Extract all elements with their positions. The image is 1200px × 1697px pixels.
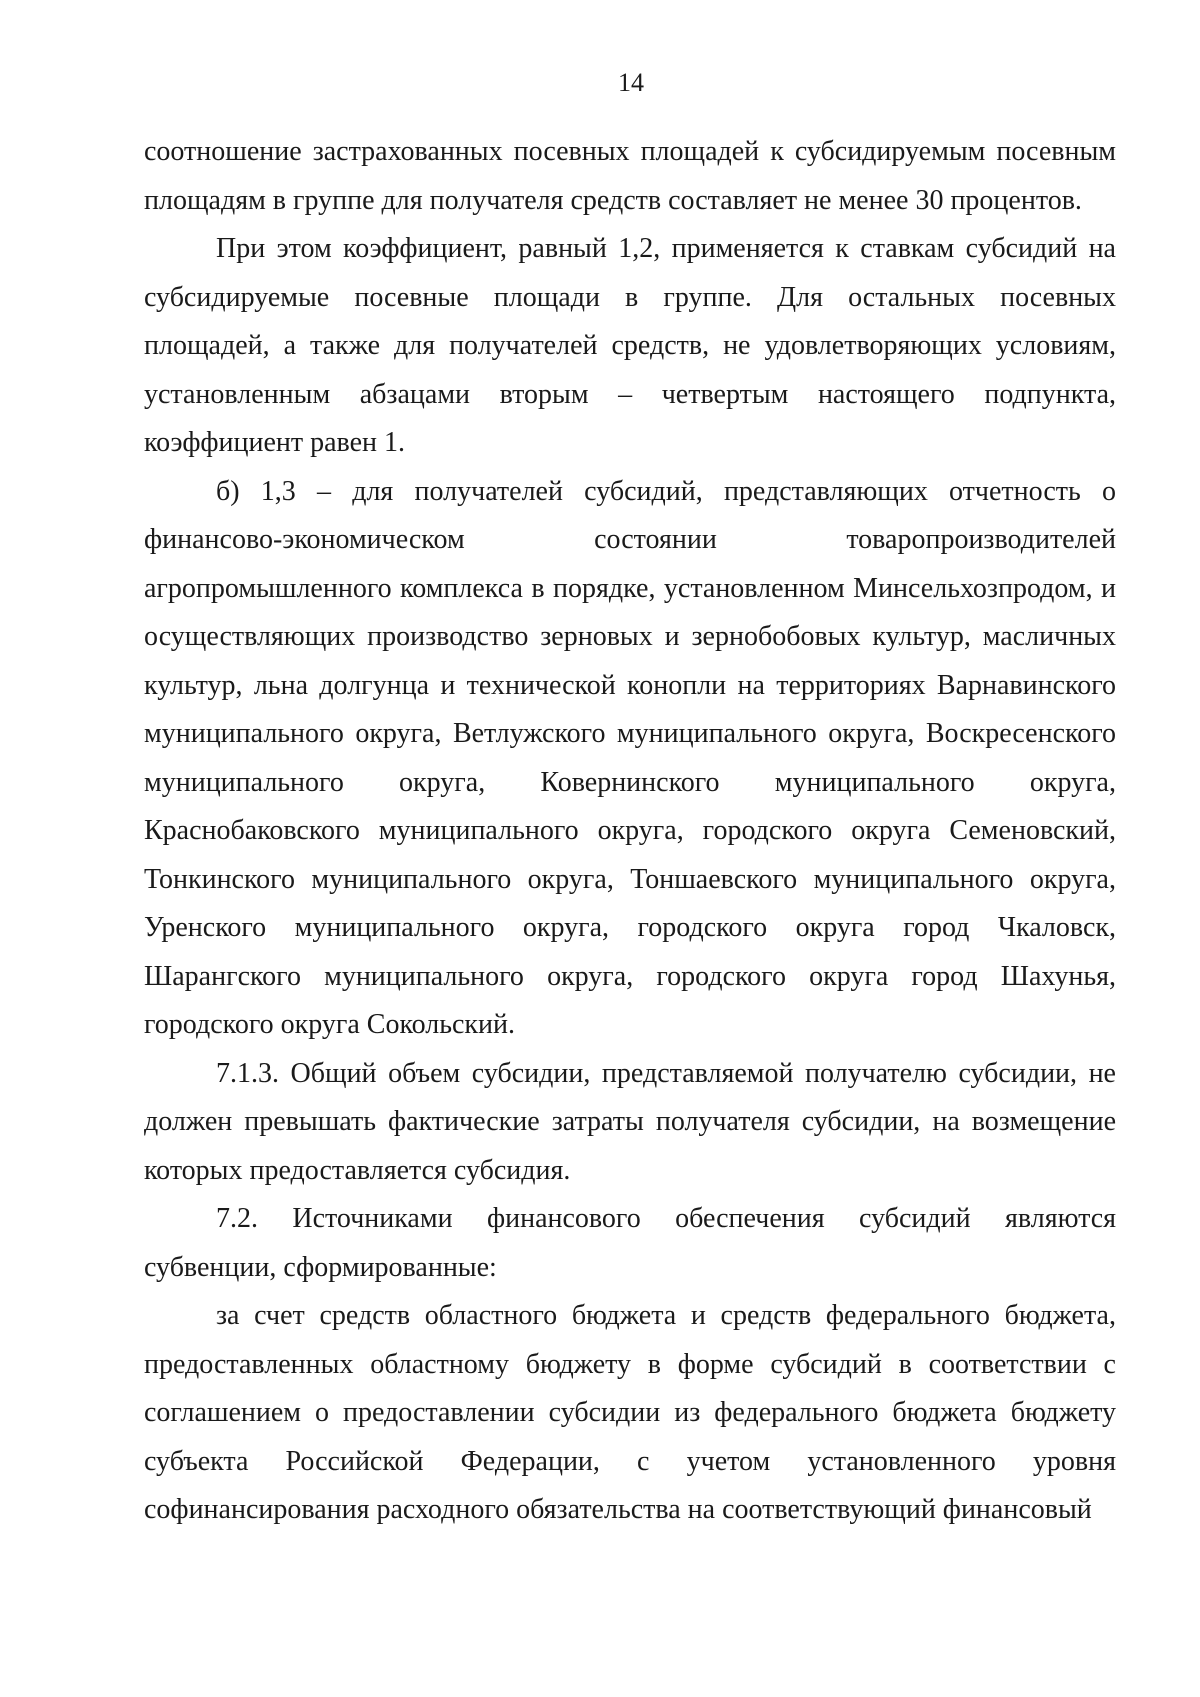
page-number: 14 xyxy=(618,68,644,97)
paragraph-continuation: соотношение застрахованных посевных площадей к субсидируемым посевным площадям в группе для получателя средств составляет не менее 30 процентов. xyxy=(144,136,1116,216)
paragraph-7-1-3: 7.1.3. Общий объем субсидии, представляемой получателю субсидии, не должен превышать фактические затраты получателя субсидии, на возмещение которых предоставляется субсидия. xyxy=(144,1057,1116,1186)
paragraph-coefficient-1-3: б) 1,3 – для получателей субсидий, представляющих отчетность о финансово-экономическом состоянии товаропроизводителей агропромышленного комплекса в порядке, установленном Минсельхозпродом, и осуществляющих производство зерновых и зернобобовых культур, масличных культур, льна долгунца и технической конопли на территориях Варнавинского муниципального округа, Ветлужского муниципального округа, Воскресенского муниципального округа, Ковернинского муниципального округа, Краснобаковского муниципального округа, городского округа Семеновский, Тонкинского муниципального округа, Тоншаевского муниципального округа, Уренского муниципального округа, городского округа город Чкаловск, Шарангского муниципального округа, городского округа город Шахунья, городского округа Сокольский. xyxy=(144,475,1116,1040)
paragraph-funding-sources: за счет средств областного бюджета и средств федерального бюджета, предоставленных областному бюджету в форме субсидий в соответствии с соглашением о предоставлении субсидии из федерального бюджета бюджету субъекта Российской Федерации, с учетом установленного уровня софинансирования расходного обязательства на соответствующий финансовый xyxy=(144,1300,1116,1525)
paragraph-coefficient-1-2: При этом коэффициент, равный 1,2, применяется к ставкам субсидий на субсидируемые посевные площади в группе. Для остальных посевных площадей, а также для получателей средств, не удовлетворяющих условиям, установленным абзацами вторым – четвертым настоящего подпункта, коэффициент равен 1. xyxy=(144,233,1116,458)
paragraph-7-2: 7.2. Источниками финансового обеспечения субсидий являются субвенции, сформированные: xyxy=(144,1203,1116,1283)
document-body xyxy=(144,128,1116,1535)
